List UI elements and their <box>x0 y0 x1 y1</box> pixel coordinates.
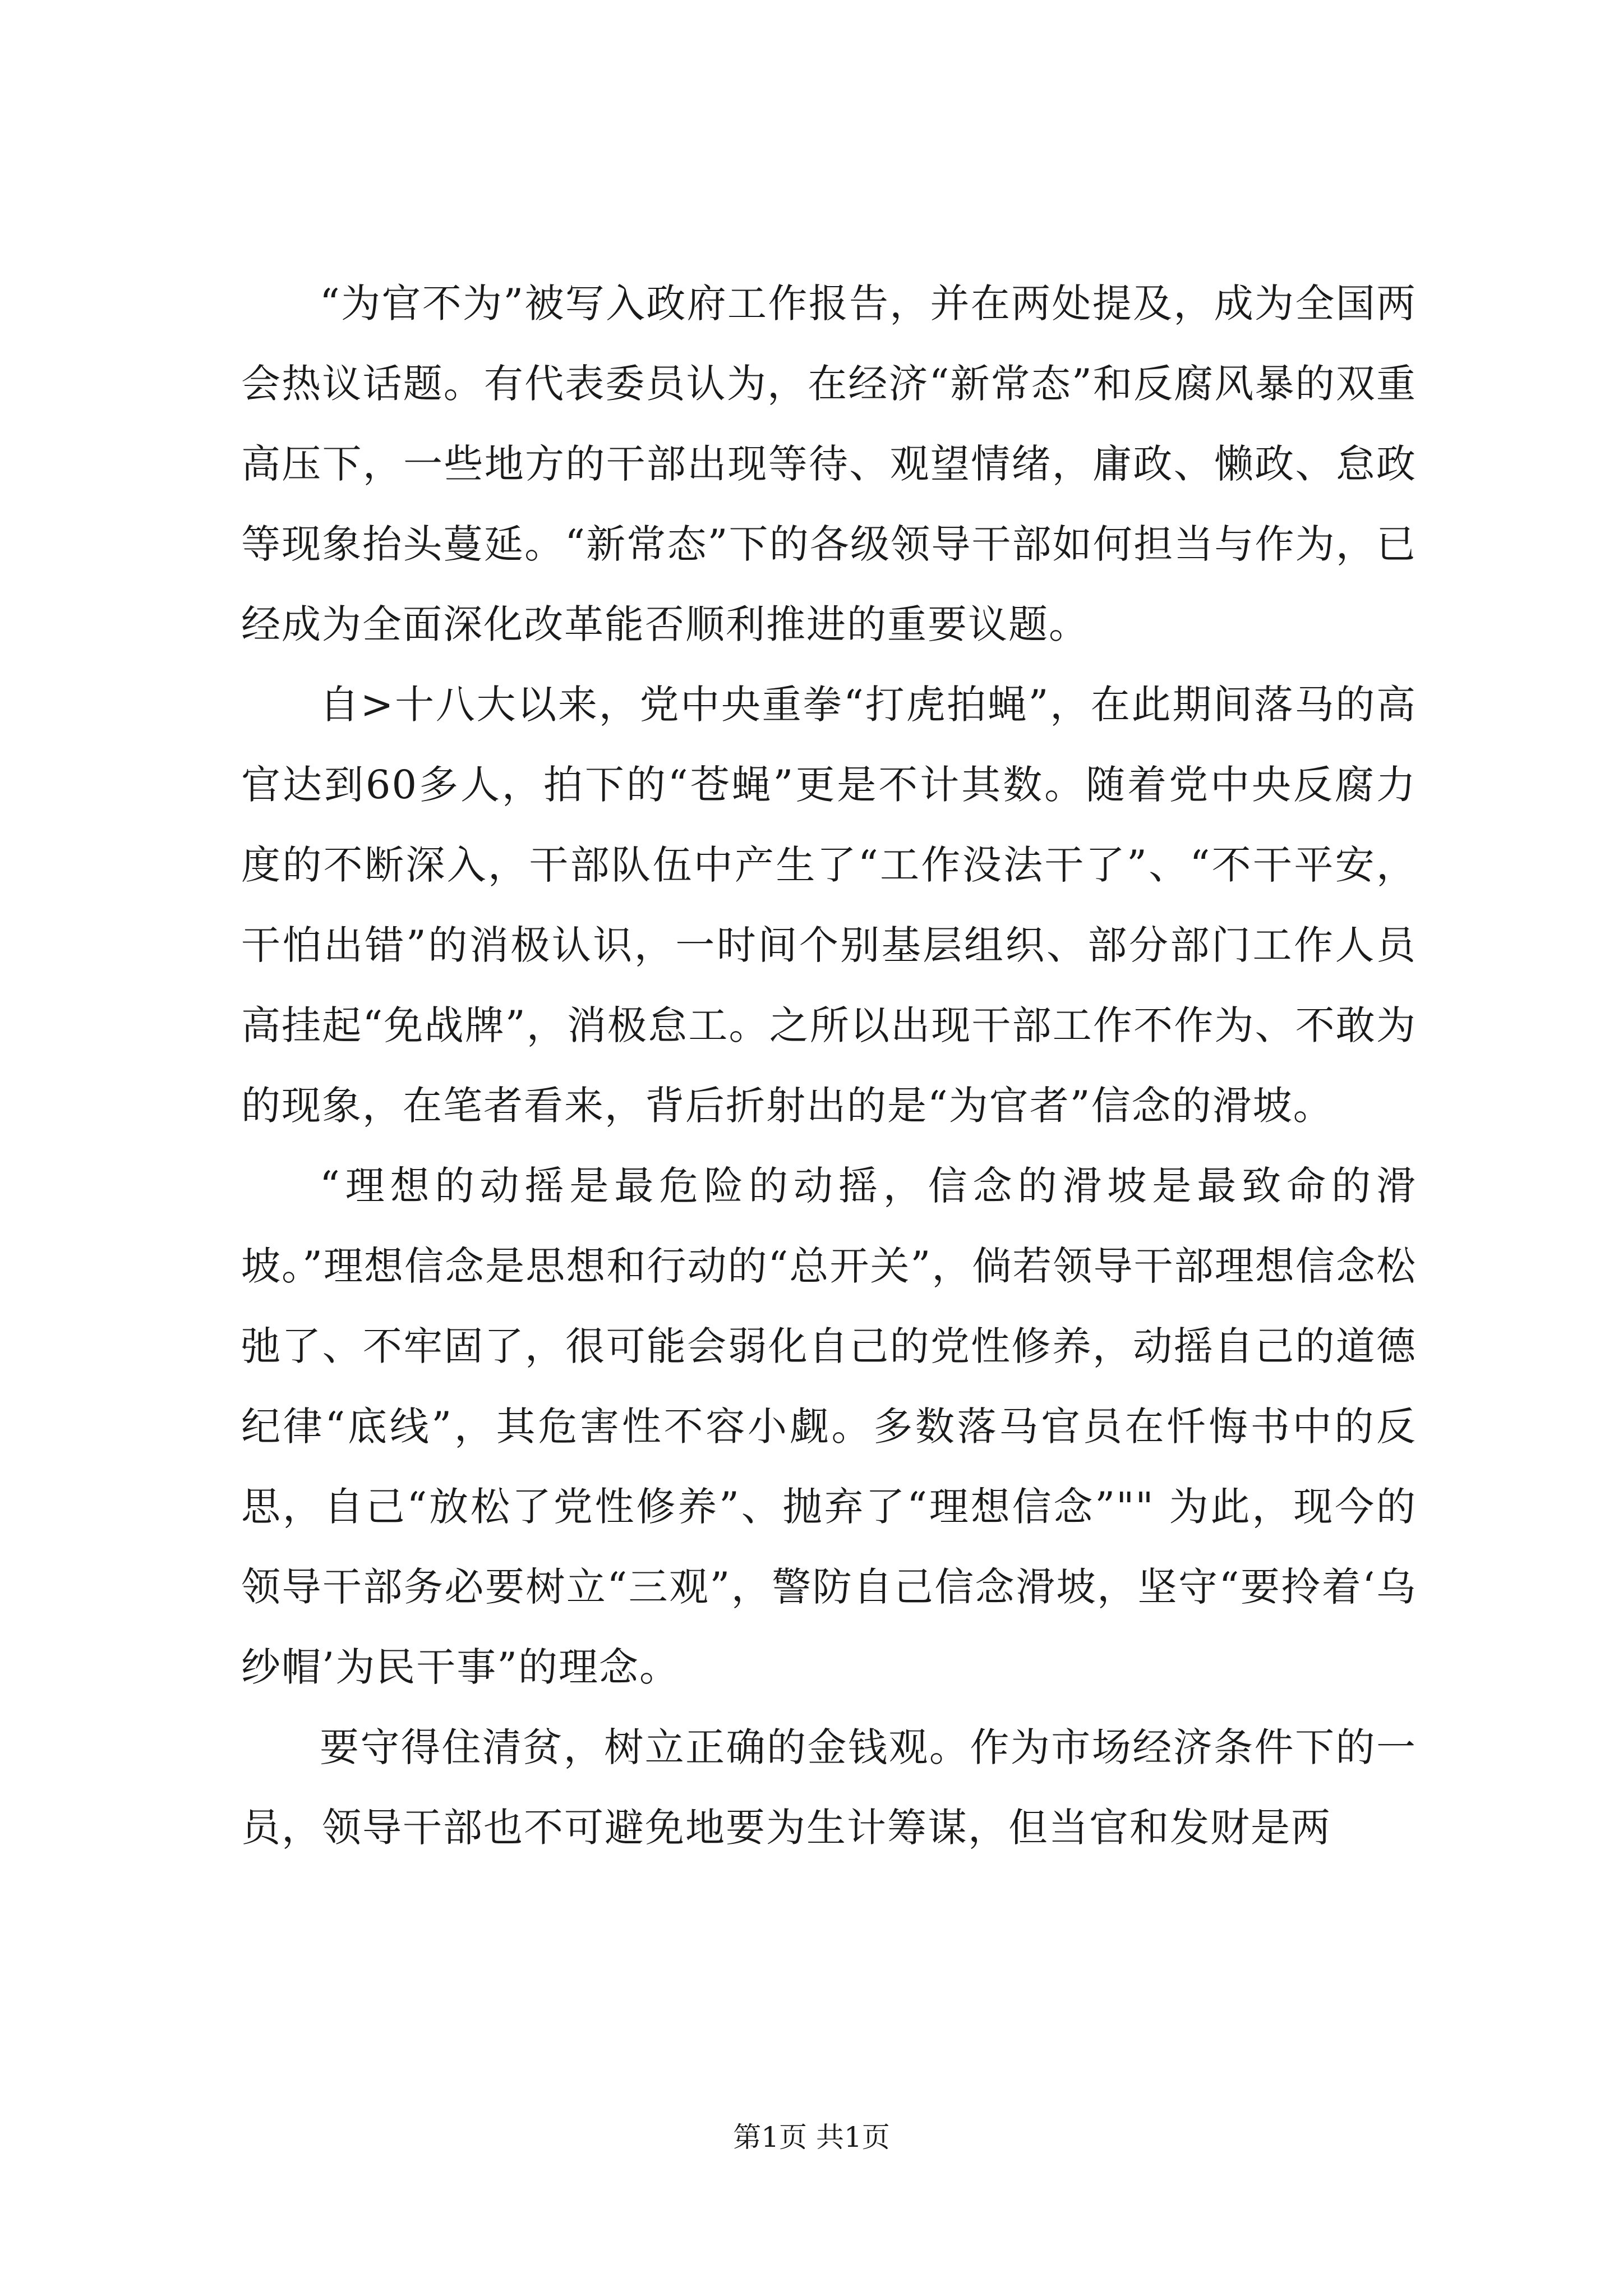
paragraph-4: 要守得住清贫，树立正确的金钱观。作为市场经济条件下的一员，领导干部也不可避免地要为生计筹谋，但当官和发财是两 <box>241 1724 1417 1851</box>
document-body <box>241 264 1417 1868</box>
paragraph-1: “为官不为”被写入政府工作报告，并在两处提及，成为全国两会热议话题。有代表委员认为，在经济“新常态”和反腐风暴的双重高压下，一些地方的干部出现等待、观望情绪，庸政、懒政、怠政等现象抬头蔓延。“新常态”下的各级领导干部如何担当与作为，已经成为全面深化改革能否顺利推进的重要议题。 <box>241 280 1417 647</box>
page-footer <box>0 2118 1623 2157</box>
page-number-label: 第1页 共1页 <box>733 2121 890 2154</box>
paragraph-3: “理想的动摇是最危险的动摇，信念的滑坡是最致命的滑坡。”理想信念是思想和行动的“总开关”，倘若领导干部理想信念松弛了、不牢固了，很可能会弱化自己的党性修养，动摇自己的道德纪律“底线”，其危害性不容小觑。多数落马官员在忏悔书中的反思，自己“放松了党性修养”、抛弃了“理想信念”"" 为此，现今的领导干部务必要树立“三观”，警防自己信念滑坡，坚守“要拎着‘乌纱帽’为民干事”的理念。 <box>241 1163 1417 1690</box>
paragraph-2: 自>十八大以来，党中央重拳“打虎拍蝇”，在此期间落马的高官达到60多人，拍下的“苍蝇”更是不计其数。随着党中央反腐力度的不断深入，干部队伍中产生了“工作没法干了”、“不干平安，干怕出错”的消极认识，一时间个别基层组织、部分部门工作人员高挂起“免战牌”，消极怠工。之所以出现干部工作不作为、不敢为的现象，在笔者看来，背后折射出的是“为官者”信念的滑坡。 <box>241 682 1417 1129</box>
